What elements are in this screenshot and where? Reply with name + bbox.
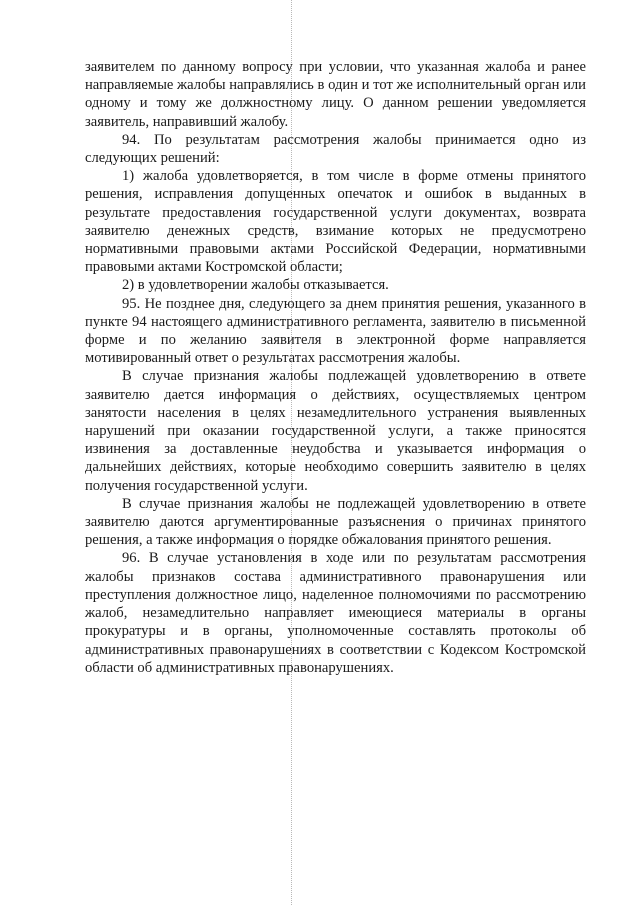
paragraph-94-item-2: 2) в удовлетворении жалобы отказывается. bbox=[122, 277, 389, 294]
paragraph-94-item-1: 1) жалоба удовлетворяется, в том числе в форме отмены принятого решения, исправления допущенных опечаток и ошибок в выданных в результате предоставления государственной услуги документах, возврата заявителю денежных средств, взимание которых не предусмотрено нормативными правовыми актами Российской Федерации, нормативными правовыми актами Костромской области; bbox=[85, 168, 586, 276]
paragraph-continuation: заявителем по данному вопросу при условии, что указанная жалоба и ранее направляемые жалобы направлялись в один и тот же исполнительный орган или одному и тому же должностному лицу. О данном решении уведомляется заявитель, направивший жалобу. bbox=[85, 59, 586, 130]
paragraph-95-rejected: В случае признания жалобы не подлежащей удовлетворению в ответе заявителю даются аргументированные разъяснения о причинах принятого решения, а также информация о порядке обжалования принятого решения. bbox=[85, 495, 586, 549]
paragraph-95-satisfied: В случае признания жалобы подлежащей удовлетворению в ответе заявителю дается информация о действиях, осуществляемых центром занятости населения в целях незамедлительного устранения выявленных нарушений при оказании государственной услуги, а также приносятся извинения за доставленные неудобства и указывается информация о дальнейших действиях, которые необходимо совершить заявителю в целях получения государственной услуги. bbox=[85, 368, 586, 494]
paragraph-94: 94. По результатам рассмотрения жалобы принимается одно из следующих решений: bbox=[85, 131, 586, 167]
document-body bbox=[85, 58, 586, 677]
paragraph-95: 95. Не позднее дня, следующего за днем принятия решения, указанного в пункте 94 настоящего административного регламента, заявителю в письменной форме и по желанию заявителя в электронной форме направляется мотивированный ответ о результатах рассмотрения жалобы. bbox=[85, 295, 586, 367]
paragraph-96: 96. В случае установления в ходе или по результатам рассмотрения жалобы признаков состава административного правонарушения или преступления должностное лицо, наделенное полномочиями по рассмотрению жалоб, незамедлительно направляет имеющиеся материалы в органы прокуратуры и в органы, уполномоченные составлять протоколы об административных правонарушениях в соответствии с Кодексом Костромской области об административных правонарушениях. bbox=[85, 550, 586, 676]
